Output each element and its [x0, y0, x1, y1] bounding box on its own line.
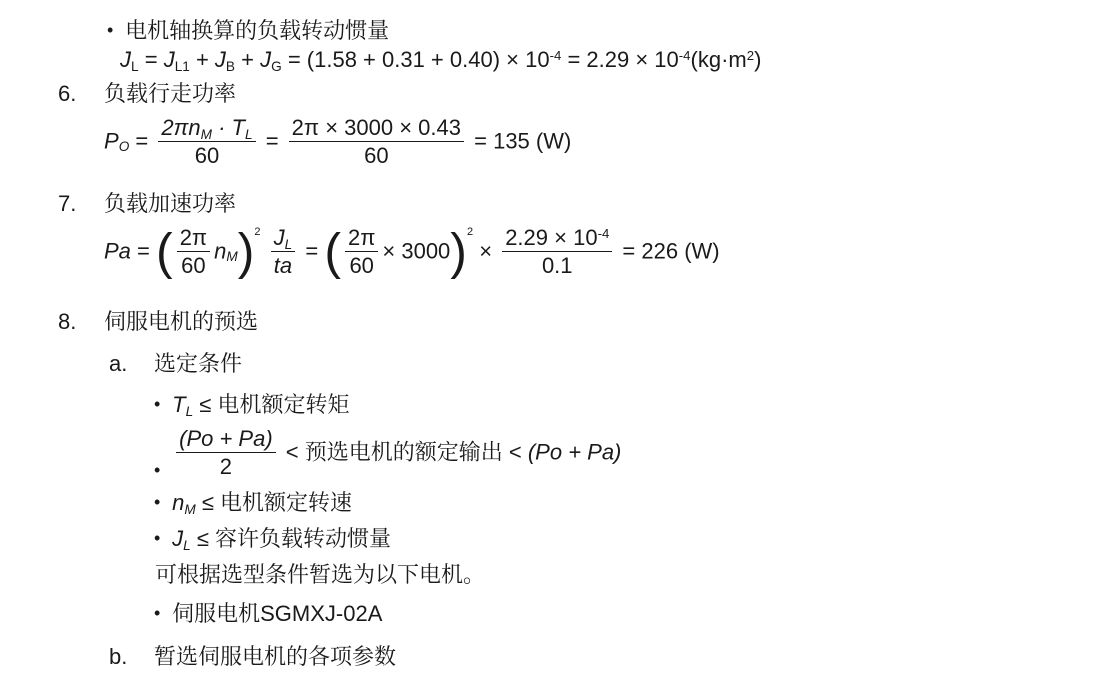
fraction: $\frac{2\pi n_M \cdot T_L}{60}$: [158, 116, 255, 167]
section-title: 负载行走功率: [104, 81, 237, 106]
section-title: 伺服电机的预选: [104, 309, 259, 334]
section-7-heading: [58, 193, 236, 215]
fraction: $\frac{2\pi \times 3000 \times 0.43}{60}$: [289, 116, 464, 167]
condition-power: • $\frac{(Po + Pa)}{2}$ < 预选电机的额定输出 < (Po + Pa): [154, 426, 622, 481]
section-8-heading: [58, 311, 258, 333]
section-number: 6.: [58, 81, 77, 106]
condition-speed: • $n_M$ ≤ 电机额定转速: [154, 490, 353, 517]
subsection-b-heading: b. 暂选伺服电机的各项参数: [109, 644, 397, 669]
inertia-equation: $J_L = J_{L1} + J_B + J_G = (1.58 + 0.31 + 0.40) \times 10^{-4} = 2.29 \times 10^{-4}(kg\cdot m^2)$: [120, 47, 762, 74]
section-6-equation: $P_O$ = $\frac{2\pi n_M \cdot T_L}{60}$ = $\frac{2\pi \times 3000 \times 0.43}{60}$ = 135 (W): [104, 115, 572, 169]
section-number: 7.: [58, 191, 77, 216]
inertia-heading: [107, 20, 389, 42]
section-6-heading: [58, 83, 236, 105]
section-title: 负载加速功率: [104, 191, 237, 216]
inertia-heading-text: 电机轴换算的负载转动惯量: [125, 18, 390, 43]
subsection-a-heading: a. 选定条件: [109, 351, 243, 376]
selected-motor: • 伺服电机SGMXJ-02A: [154, 601, 383, 626]
condition-inertia: • $J_L$ ≤ 容许负载转动惯量: [154, 526, 392, 553]
condition-torque: • $T_L$ ≤ 电机额定转矩: [154, 392, 350, 419]
bullet: •: [107, 20, 114, 40]
section-number: 8.: [58, 309, 77, 334]
selection-note: 可根据选型条件暂选为以下电机。: [155, 562, 486, 587]
section-7-equation: Pa = ( $\frac{2\pi}{60}$ $n_M)^2$ $\frac{J_L}{ta}$ = ( $\frac{2\pi}{60}$ × 3000)$^2$ × $\frac{2.29 \times 10^{-4}}{0.1}$ = 226 (W): [104, 223, 720, 280]
